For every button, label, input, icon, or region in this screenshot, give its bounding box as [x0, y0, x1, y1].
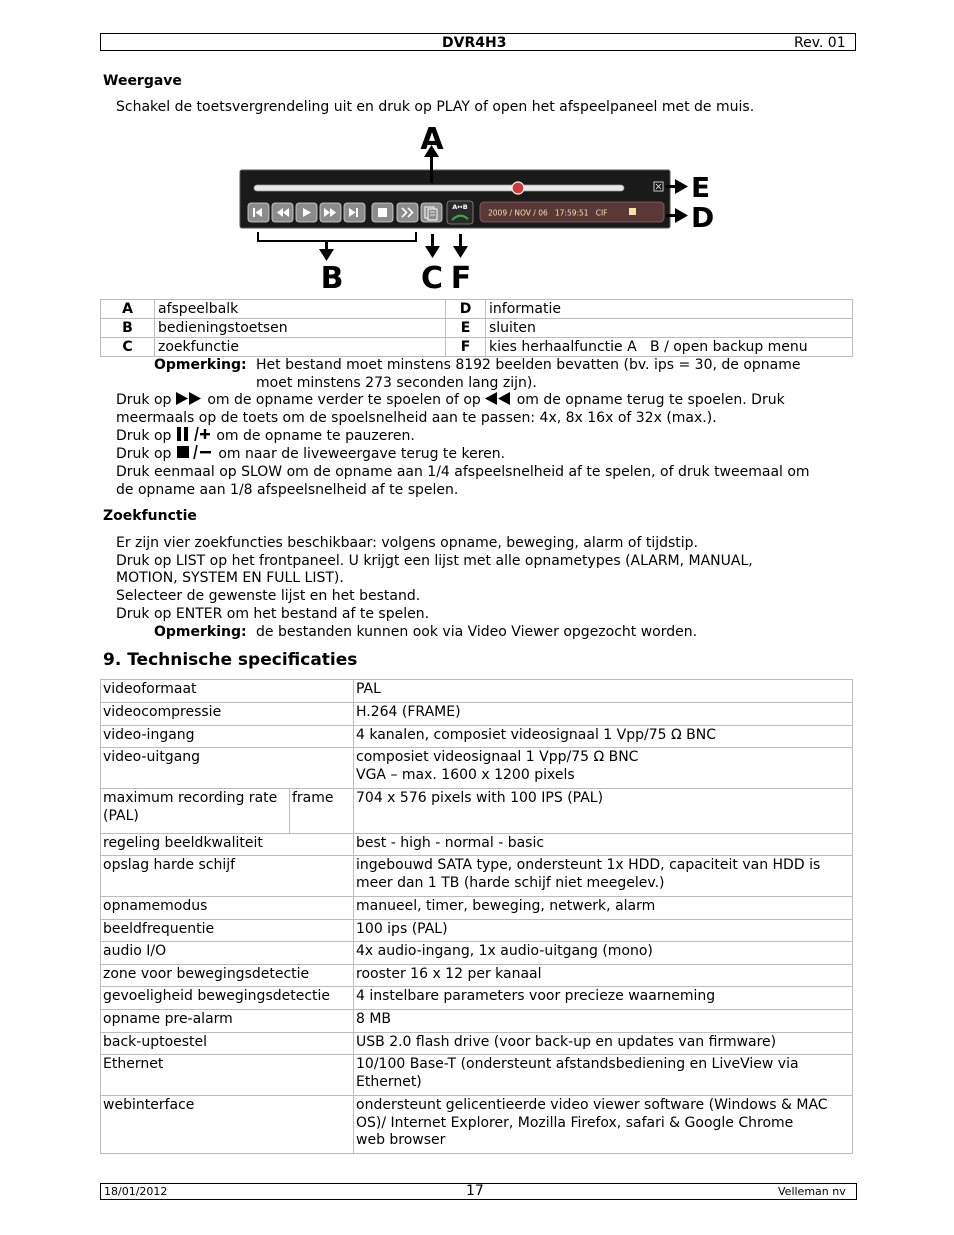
spec-label: opnamemodus	[101, 897, 354, 920]
spec-row	[101, 920, 853, 942]
spec-label: video-ingang	[101, 726, 354, 748]
section-heading-playback: Weergave	[103, 73, 182, 89]
bracket-b	[258, 232, 416, 241]
spec-label	[101, 789, 290, 834]
paragraph-pause	[116, 427, 415, 445]
info-display	[480, 202, 664, 222]
spec-value	[354, 856, 853, 897]
spec-row	[101, 897, 853, 920]
spec-row	[101, 748, 853, 789]
rewind-icon	[485, 392, 512, 405]
text: om de opname te pauzeren.	[216, 428, 415, 444]
spec-value: best - high - normal - basic	[354, 834, 853, 856]
spec-label: gevoeligheid bewegingsdetectie	[101, 987, 354, 1010]
spec-value: rooster 16 x 12 per kanaal	[354, 965, 853, 987]
legend-value: bedieningstoetsen	[155, 319, 446, 338]
spec-value-line: Ethernet)	[356, 1073, 422, 1090]
spec-label: zone voor bewegingsdetectie	[101, 965, 354, 987]
legend-row	[101, 319, 853, 338]
section-heading-search: Zoekfunctie	[103, 508, 197, 524]
spec-label: videocompressie	[101, 703, 354, 726]
spec-value: 4x audio-ingang, 1x audio-uitgang (mono)	[354, 942, 853, 965]
spec-value: 4 instelbare parameters voor precieze waarneming	[354, 987, 853, 1010]
footer-company: Velleman nv	[778, 1185, 846, 1198]
spec-label: Ethernet	[101, 1055, 354, 1096]
spec-value: PAL	[354, 680, 853, 703]
legend-value: kies herhaalfunctie A B / open backup menu	[486, 338, 853, 357]
spec-label-line: (PAL)	[103, 807, 139, 824]
header-revision: Rev. 01	[794, 35, 846, 51]
spec-value-line: meer dan 1 TB (harde schijf niet meegelev.)	[356, 874, 665, 891]
info-display-text: 2009 / NOV / 06 17:59:51 CIF	[488, 208, 608, 218]
spec-value: USB 2.0 flash drive (voor back-up en updates van firmware)	[354, 1033, 853, 1055]
note-label: Opmerking:	[154, 357, 247, 373]
spec-label: beeldfrequentie	[101, 920, 354, 942]
spec-value: 4 kanalen, composiet videosignaal 1 Vpp/75 Ω BNC	[354, 726, 853, 748]
paragraph-fast-forward	[116, 391, 785, 409]
fast-forward-icon	[320, 203, 341, 222]
spec-value: manueel, timer, beweging, netwerk, alarm	[354, 897, 853, 920]
pause-plus-icon	[176, 427, 212, 441]
spec-label-line: maximum recording rate	[103, 790, 278, 806]
spec-row	[101, 942, 853, 965]
legend-key: F	[446, 338, 486, 357]
legend-key: B	[101, 319, 155, 338]
spec-row	[101, 834, 853, 856]
spec-row	[101, 703, 853, 726]
callout-d: D	[691, 201, 715, 234]
spec-label: webinterface	[101, 1096, 354, 1154]
text: om naar de liveweergave terug te keren.	[218, 446, 506, 462]
repeat-ab-icon	[447, 201, 473, 224]
spec-row	[101, 987, 853, 1010]
paragraph-slow-line2: de opname aan 1/8 afspeelsnelheid af te spelen.	[116, 482, 459, 498]
search-line3: MOTION, SYSTEM EN FULL LIST).	[116, 570, 344, 586]
search-forward-icon	[397, 203, 418, 222]
spec-label: opname pre-alarm	[101, 1010, 354, 1033]
text: om de opname verder te spoelen of op	[207, 392, 481, 408]
playback-intro: Schakel de toetsvergrendeling uit en druk op PLAY of open het afspeelpaneel met de muis.	[116, 99, 755, 115]
spec-value: 8 MB	[354, 1010, 853, 1033]
spec-row	[101, 726, 853, 748]
paragraph-stop	[116, 445, 505, 463]
stop-minus-icon	[176, 445, 214, 459]
search-note-label: Opmerking:	[154, 624, 247, 640]
search-line4: Selecteer de gewenste lijst en het bestand.	[116, 588, 421, 604]
spec-value: 100 ips (PAL)	[354, 920, 853, 942]
spec-value	[354, 1096, 853, 1154]
header-model: DVR4H3	[442, 35, 507, 51]
callout-f: F	[450, 261, 472, 292]
rewind-icon	[272, 203, 293, 222]
spec-label: regeling beeldkwaliteit	[101, 834, 354, 856]
legend-key: E	[446, 319, 486, 338]
legend-row	[101, 338, 853, 357]
spec-value-line: web browser	[356, 1132, 446, 1148]
section-heading-specs: 9. Technische specificaties	[103, 650, 358, 670]
legend-key: D	[446, 300, 486, 319]
spec-label-right: frame	[290, 789, 354, 834]
skip-forward-icon	[344, 203, 365, 222]
skip-back-icon	[248, 203, 269, 222]
spec-value	[354, 1055, 853, 1096]
progress-bar	[254, 185, 624, 191]
playback-panel-figure	[238, 124, 718, 292]
legend-value: sluiten	[486, 319, 853, 338]
spec-row	[101, 965, 853, 987]
spec-value: 704 x 576 pixels with 100 IPS (PAL)	[354, 789, 853, 834]
legend-value: afspeelbalk	[155, 300, 446, 319]
spec-value-line: composiet videosignaal 1 Vpp/75 Ω BNC	[356, 749, 639, 765]
text: om de opname terug te spoelen. Druk	[516, 392, 785, 408]
specs-table	[100, 679, 853, 1154]
search-line5: Druk op ENTER om het bestand af te spelen.	[116, 606, 430, 622]
legend-value: zoekfunctie	[155, 338, 446, 357]
spec-row	[101, 1010, 853, 1033]
spec-value-line: ingebouwd SATA type, ondersteunt 1x HDD, capaciteit van HDD is	[356, 857, 821, 873]
fast-forward-icon	[176, 392, 203, 405]
legend-key: C	[101, 338, 155, 357]
note-text-line2: moet minstens 273 seconden lang zijn).	[256, 375, 537, 391]
spec-value-line: ondersteunt gelicentieerde video viewer software (Windows & MAC	[356, 1097, 828, 1113]
legend-value: informatie	[486, 300, 853, 319]
spec-value	[354, 748, 853, 789]
legend-table	[100, 299, 853, 357]
legend-key: A	[101, 300, 155, 319]
spec-label: opslag harde schijf	[101, 856, 354, 897]
search-line1: Er zijn vier zoekfuncties beschikbaar: volgens opname, beweging, alarm of tijdstip.	[116, 535, 698, 551]
spec-row	[101, 1096, 853, 1154]
callout-a: A	[420, 124, 444, 157]
spec-label: back-uptoestel	[101, 1033, 354, 1055]
footer-page-number: 17	[466, 1183, 484, 1199]
text: Druk op	[116, 446, 172, 462]
search-line2: Druk op LIST op het frontpaneel. U krijgt een lijst met alle opnametypes (ALARM, MANUAL,	[116, 553, 753, 569]
search-list-icon	[421, 203, 442, 222]
search-note-text: de bestanden kunnen ook via Video Viewer opgezocht worden.	[256, 624, 698, 640]
close-icon	[654, 182, 663, 191]
callout-c: C	[420, 261, 444, 292]
spec-value-line: 10/100 Base-T (ondersteunt afstandsbediening en LiveView via	[356, 1056, 799, 1072]
play-icon	[296, 203, 317, 222]
spec-value-line: OS)/ Internet Explorer, Mozilla Firefox, safari & Google Chrome	[356, 1114, 794, 1131]
spec-row	[101, 1033, 853, 1055]
spec-value-line: VGA – max. 1600 x 1200 pixels	[356, 766, 575, 783]
callout-e: E	[691, 171, 711, 204]
spec-row	[101, 856, 853, 897]
text: Druk op	[116, 392, 172, 408]
progress-marker	[512, 182, 524, 194]
spec-label: video-uitgang	[101, 748, 354, 789]
spec-row	[101, 789, 853, 834]
repeat-ab-label: A↔B	[452, 203, 468, 211]
paragraph-slow-line1: Druk eenmaal op SLOW om de opname aan 1/4 afspeelsnelheid af te spelen, of druk tweemaal om	[116, 464, 810, 480]
spec-row	[101, 1055, 853, 1096]
text: Druk op	[116, 428, 172, 444]
spec-row	[101, 680, 853, 703]
paragraph-fast-forward-line2: meermaals op de toets om de spoelsnelheid aan te passen: 4x, 8x 16x of 32x (max.).	[116, 410, 717, 426]
spec-value: H.264 (FRAME)	[354, 703, 853, 726]
footer-date: 18/01/2012	[104, 1185, 168, 1198]
spec-label: audio I/O	[101, 942, 354, 965]
note-text-line1: Het bestand moet minstens 8192 beelden bevatten (bv. ips = 30, de opname	[256, 357, 801, 373]
callout-b: B	[320, 261, 344, 292]
legend-row	[101, 300, 853, 319]
spec-label: videoformaat	[101, 680, 354, 703]
stop-icon	[372, 203, 393, 222]
